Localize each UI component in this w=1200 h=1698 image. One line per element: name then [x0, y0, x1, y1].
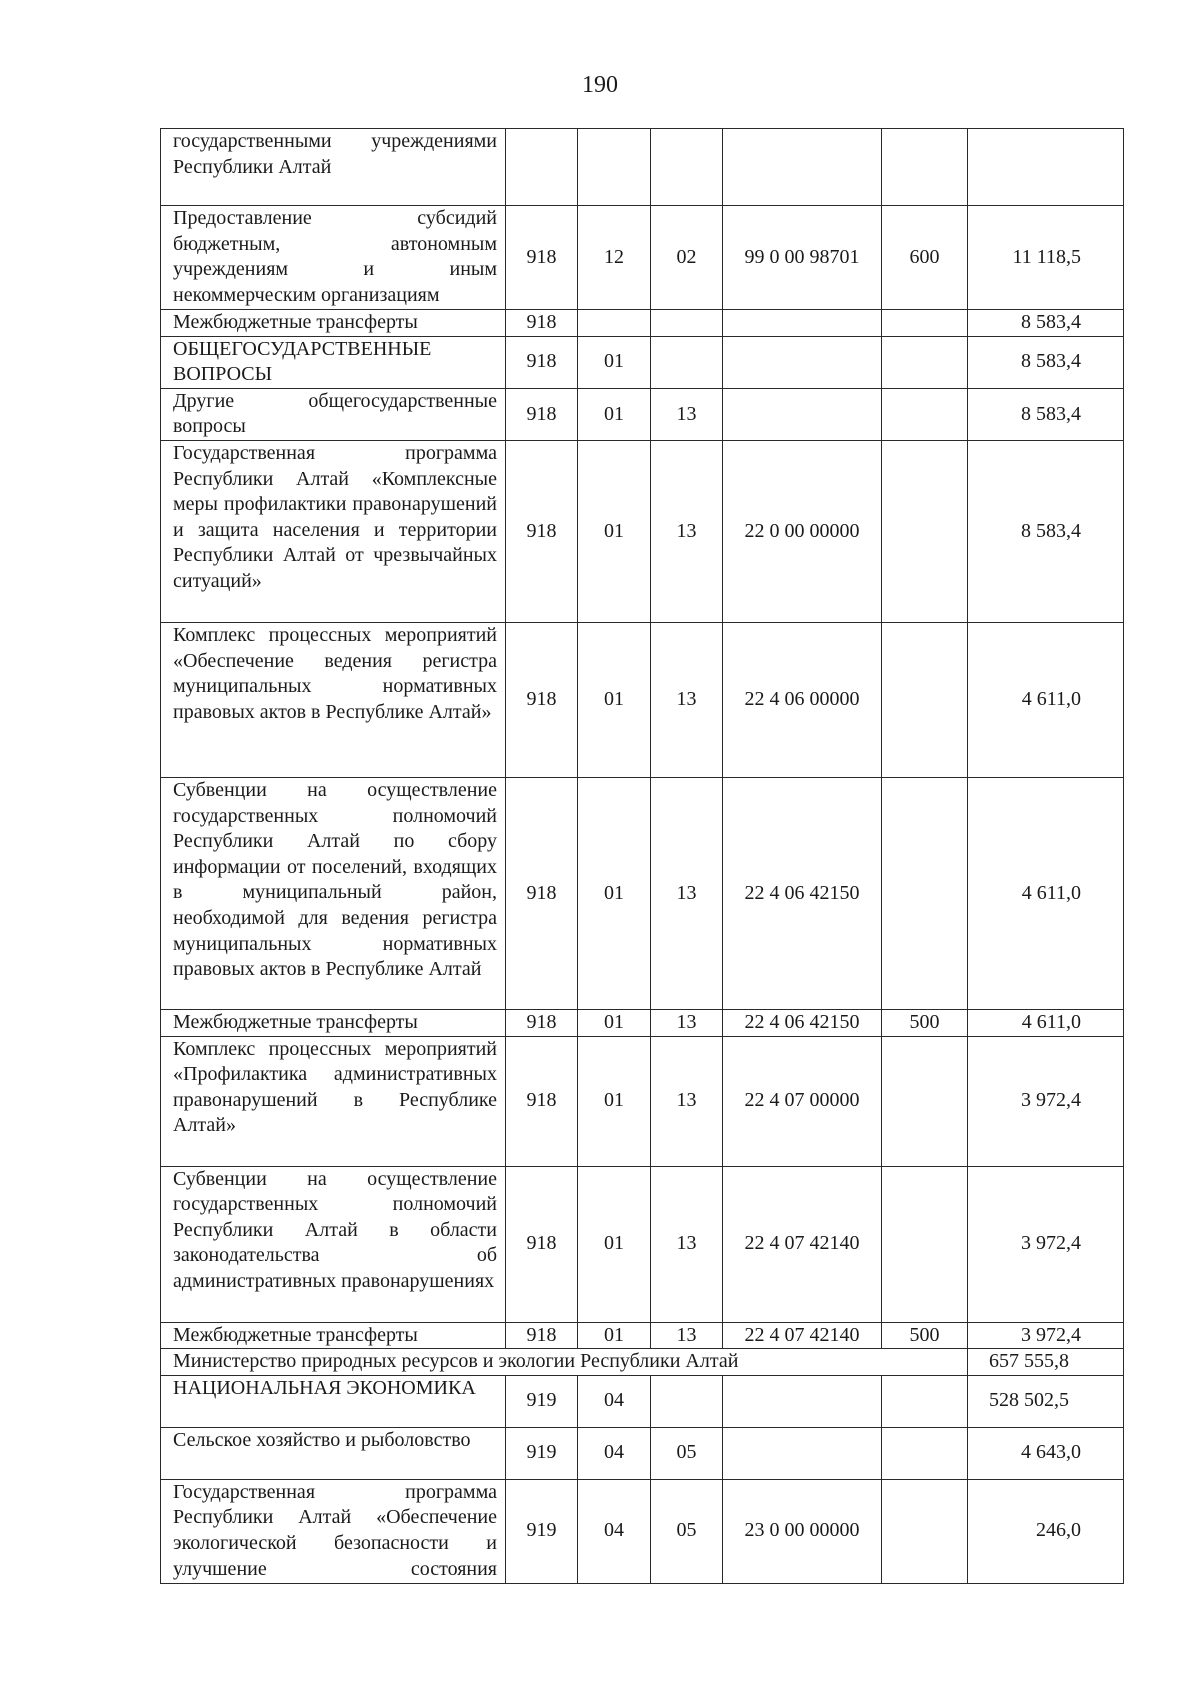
pr-cell: 13: [651, 622, 723, 777]
row-name: Государственная программа Республики Алтай «Комплексные меры профилактики правонарушений и защита населения и территории Республики Алтай от чрезвычайных ситуаций»: [161, 440, 506, 622]
pr-cell: 13: [651, 1009, 723, 1036]
ved-cell: 918: [506, 1322, 578, 1349]
ved-cell: 918: [506, 336, 578, 388]
pr-cell: 05: [651, 1479, 723, 1583]
vr-cell: [882, 336, 968, 388]
table-row: [161, 1036, 1124, 1166]
row-name: Комплекс процессных мероприятий «Профилактика административных правонарушений в Республике Алтай»: [161, 1036, 506, 1166]
row-name: Межбюджетные трансферты: [161, 310, 506, 337]
vr-cell: [882, 1375, 968, 1427]
ved-cell: 919: [506, 1479, 578, 1583]
pr-cell: 13: [651, 1166, 723, 1322]
vr-cell: [882, 1479, 968, 1583]
ved-cell: [506, 129, 578, 206]
row-name: Сельское хозяйство и рыболовство: [161, 1427, 506, 1479]
row-name: Субвенции на осуществление государственных полномочий Республики Алтай по сбору информации от поселений, входящих в муниципальный район, необходимой для ведения регистра муниципальных нормативных правовых актов в Республике Алтай: [161, 777, 506, 1009]
table-row: [161, 1166, 1124, 1322]
ved-cell: 919: [506, 1375, 578, 1427]
ved-cell: 918: [506, 1166, 578, 1322]
amount-cell: 8 583,4: [968, 440, 1124, 622]
csr-cell: 22 4 07 42140: [723, 1166, 882, 1322]
vr-cell: [882, 1036, 968, 1166]
csr-cell: [723, 129, 882, 206]
ved-cell: 918: [506, 388, 578, 440]
vr-cell: [882, 777, 968, 1009]
rz-cell: 01: [578, 336, 651, 388]
csr-cell: [723, 388, 882, 440]
row-name: Предоставление субсидий бюджетным, автономным учреждениям и иным некоммерческим организациям: [161, 206, 506, 310]
amount-cell: 4 643,0: [968, 1427, 1124, 1479]
table-row: [161, 336, 1124, 388]
csr-cell: 22 4 07 00000: [723, 1036, 882, 1166]
amount-cell: 4 611,0: [968, 1009, 1124, 1036]
pr-cell: [651, 336, 723, 388]
pr-cell: 02: [651, 206, 723, 310]
rz-cell: 04: [578, 1479, 651, 1583]
row-name: Субвенции на осуществление государственных полномочий Республики Алтай в области законодательства об административных правонарушениях: [161, 1166, 506, 1322]
csr-cell: 22 4 06 42150: [723, 777, 882, 1009]
csr-cell: 22 4 07 42140: [723, 1322, 882, 1349]
ved-cell: 918: [506, 777, 578, 1009]
table-row: [161, 1479, 1124, 1583]
ved-cell: 918: [506, 440, 578, 622]
ved-cell: 919: [506, 1427, 578, 1479]
ministry-name: Министерство природных ресурсов и экологии Республики Алтай: [161, 1349, 968, 1376]
csr-cell: [723, 336, 882, 388]
rz-cell: 04: [578, 1427, 651, 1479]
rz-cell: 01: [578, 1009, 651, 1036]
rz-cell: 01: [578, 622, 651, 777]
csr-cell: 23 0 00 00000: [723, 1479, 882, 1583]
table-row: [161, 1349, 1124, 1376]
pr-cell: 13: [651, 777, 723, 1009]
amount-cell: [968, 129, 1124, 206]
rz-cell: 01: [578, 388, 651, 440]
csr-cell: 22 4 06 42150: [723, 1009, 882, 1036]
csr-cell: 22 0 00 00000: [723, 440, 882, 622]
csr-cell: 99 0 00 98701: [723, 206, 882, 310]
row-name: ОБЩЕГОСУДАРСТВЕННЫЕ ВОПРОСЫ: [161, 336, 506, 388]
rz-cell: 01: [578, 1322, 651, 1349]
csr-cell: [723, 1427, 882, 1479]
vr-cell: [882, 1427, 968, 1479]
rz-cell: 12: [578, 206, 651, 310]
row-name: Другие общегосударственные вопросы: [161, 388, 506, 440]
csr-cell: 22 4 06 00000: [723, 622, 882, 777]
row-name: Государственная программа Республики Алтай «Обеспечение экологической безопасности и улучшение состояния: [161, 1479, 506, 1583]
pr-cell: 13: [651, 1036, 723, 1166]
row-name: НАЦИОНАЛЬНАЯ ЭКОНОМИКА: [161, 1375, 506, 1427]
pr-cell: 13: [651, 440, 723, 622]
table-row: [161, 1427, 1124, 1479]
vr-cell: [882, 440, 968, 622]
amount-cell: 11 118,5: [968, 206, 1124, 310]
vr-cell: [882, 1166, 968, 1322]
table-row: [161, 129, 1124, 206]
table-row: [161, 206, 1124, 310]
csr-cell: [723, 310, 882, 337]
page-number: 190: [582, 72, 618, 98]
vr-cell: 500: [882, 1322, 968, 1349]
csr-cell: [723, 1375, 882, 1427]
pr-cell: [651, 129, 723, 206]
budget-table: [160, 128, 1124, 1584]
amount-cell: 8 583,4: [968, 310, 1124, 337]
vr-cell: [882, 622, 968, 777]
table-row: [161, 310, 1124, 337]
ved-cell: 918: [506, 1036, 578, 1166]
vr-cell: [882, 310, 968, 337]
amount-cell: 3 972,4: [968, 1166, 1124, 1322]
vr-cell: [882, 129, 968, 206]
amount-cell: 528 502,5: [968, 1375, 1124, 1427]
ved-cell: 918: [506, 310, 578, 337]
vr-cell: 600: [882, 206, 968, 310]
rz-cell: 01: [578, 777, 651, 1009]
table-row: [161, 1322, 1124, 1349]
pr-cell: 13: [651, 1322, 723, 1349]
table-row: [161, 1009, 1124, 1036]
table-row: [161, 388, 1124, 440]
table-row: [161, 1375, 1124, 1427]
ved-cell: 918: [506, 1009, 578, 1036]
row-name: Комплекс процессных мероприятий «Обеспечение ведения регистра муниципальных нормативных правовых актов в Республике Алтай»: [161, 622, 506, 777]
amount-cell: 4 611,0: [968, 777, 1124, 1009]
amount-cell: 3 972,4: [968, 1036, 1124, 1166]
rz-cell: [578, 129, 651, 206]
amount-cell: 8 583,4: [968, 388, 1124, 440]
amount-cell: 3 972,4: [968, 1322, 1124, 1349]
rz-cell: 01: [578, 1036, 651, 1166]
row-name: Межбюджетные трансферты: [161, 1322, 506, 1349]
pr-cell: [651, 310, 723, 337]
vr-cell: 500: [882, 1009, 968, 1036]
row-name: государственными учреждениями Республики Алтай: [161, 129, 506, 206]
amount-cell: 4 611,0: [968, 622, 1124, 777]
ved-cell: 918: [506, 622, 578, 777]
rz-cell: 04: [578, 1375, 651, 1427]
amount-cell: 657 555,8: [968, 1349, 1124, 1376]
rz-cell: 01: [578, 1166, 651, 1322]
pr-cell: 13: [651, 388, 723, 440]
table-row: [161, 777, 1124, 1009]
vr-cell: [882, 388, 968, 440]
rz-cell: 01: [578, 440, 651, 622]
amount-cell: 246,0: [968, 1479, 1124, 1583]
rz-cell: [578, 310, 651, 337]
amount-cell: 8 583,4: [968, 336, 1124, 388]
pr-cell: [651, 1375, 723, 1427]
ved-cell: 918: [506, 206, 578, 310]
table-row: [161, 440, 1124, 622]
row-name: Межбюджетные трансферты: [161, 1009, 506, 1036]
pr-cell: 05: [651, 1427, 723, 1479]
table-row: [161, 622, 1124, 777]
